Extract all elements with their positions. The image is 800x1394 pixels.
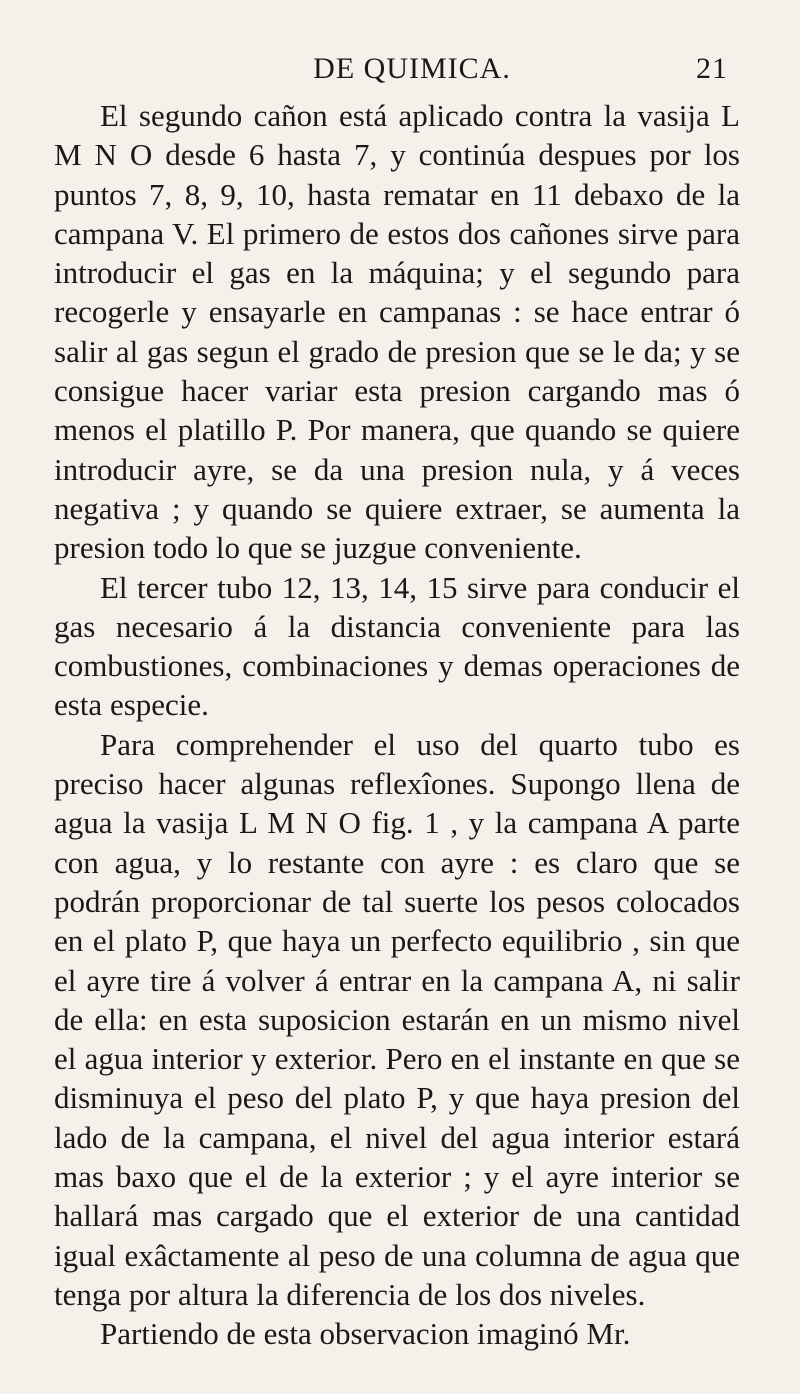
- paragraph-canon-description: El segundo cañon está aplicado contra la vasija L M N O desde 6 hasta 7, y continúa despues por los puntos 7, 8, 9, 10, hasta rematar en 11 debaxo de la campana V. El primero de estos dos cañones sirve para introducir el gas en la máquina; y el segundo para recogerle y ensayarle en campanas : se hace entrar ó salir al gas segun el grado de presion que se le da; y se consigue hacer variar esta presion cargando mas ó menos el platillo P. Por manera, que quando se quiere introducir ayre, se da una presion nula, y á veces negativa ; y quando se quiere extraer, se aumenta la presion todo lo que se juzgue conveniente.: [54, 98, 740, 566]
- paragraph-fourth-tube: Para comprehender el uso del quarto tubo es preciso hacer algunas reflexîones. Supongo llena de agua la vasija L M N O fig. 1 , y la campana A parte con agua, y lo restante con ayre : es claro que se podrán proporcionar de tal suerte los pesos colocados en el plato P, que haya un perfecto equilibrio , sin que el ayre tire á volver á entrar en la campana A, ni salir de ella: en esta suposicion estarán en un mismo nivel el agua interior y exterior. Pero en el instante en que se disminuya el peso del plato P, y que haya presion del lado de la campana, el nivel del agua interior estará mas baxo que el de la exterior ; y el ayre interior se hallará mas cargado que el exterior de una cantidad igual exâctamente al peso de una columna de agua que tenga por altura la diferencia de los dos niveles.: [54, 726, 740, 1312]
- paragraph-third-tube: El tercer tubo 12, 13, 14, 15 sirve para conducir el gas necesario á la distancia conveniente para las combustiones, combinaciones y demas operaciones de esta especie.: [54, 569, 740, 723]
- running-head: [96, 52, 728, 92]
- running-title: DE QUIMICA.: [313, 52, 511, 85]
- body-text: [54, 96, 740, 1354]
- page-number: 21: [696, 52, 728, 85]
- paragraph-observation: Partiendo de esta observacion imaginó Mr.: [100, 1316, 631, 1352]
